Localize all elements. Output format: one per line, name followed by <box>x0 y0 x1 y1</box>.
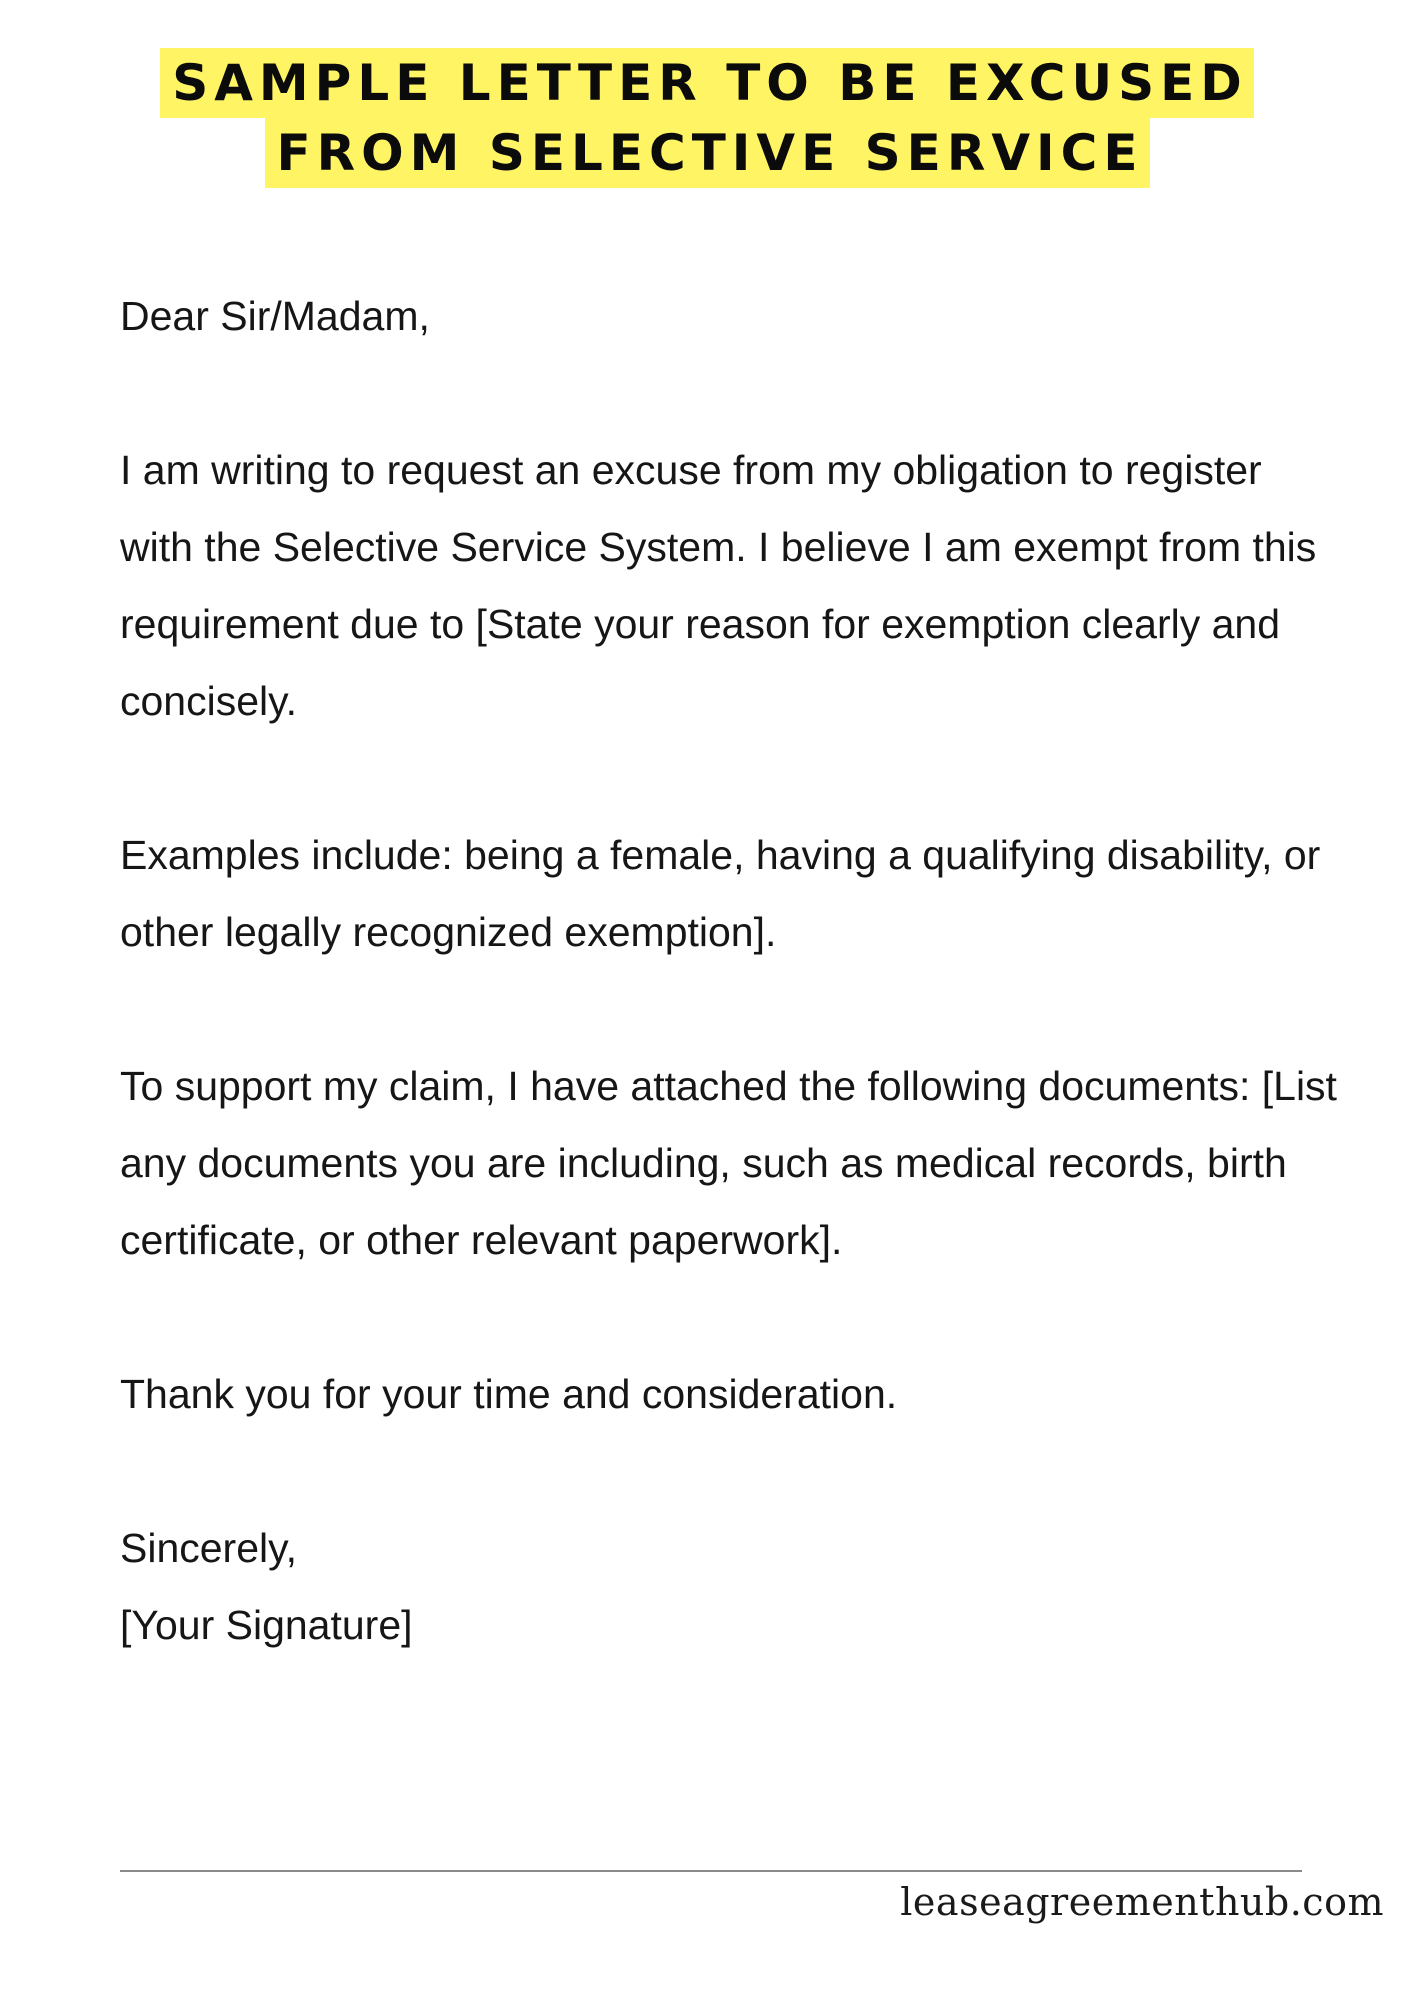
paragraph-documents: To support my claim, I have attached the following documents: [List any documents you are including, such as medical records, birth certificate, or other relevant paperwork]. <box>120 1063 1337 1263</box>
signature-placeholder: [Your Signature] <box>120 1602 413 1648</box>
letter-body <box>120 278 1340 1664</box>
document-title <box>0 48 1414 188</box>
paragraph-request: I am writing to request an excuse from my obligation to register with the Selective Service System. I believe I am exempt from this requirement due to [State your reason for exemption clearly and concisely. <box>120 447 1317 724</box>
closing: Sincerely, <box>120 1525 297 1571</box>
salutation: Dear Sir/Madam, <box>120 293 430 339</box>
footer-website: leaseagreementhub.com <box>900 1880 1384 1924</box>
title-line-2: FROM SELECTIVE SERVICE <box>265 118 1150 188</box>
paragraph-thanks: Thank you for your time and consideration. <box>120 1371 898 1417</box>
footer-divider <box>120 1870 1302 1872</box>
title-line-1: SAMPLE LETTER TO BE EXCUSED <box>160 48 1254 118</box>
paragraph-examples: Examples include: being a female, having a qualifying disability, or other legally recognized exemption]. <box>120 832 1321 955</box>
